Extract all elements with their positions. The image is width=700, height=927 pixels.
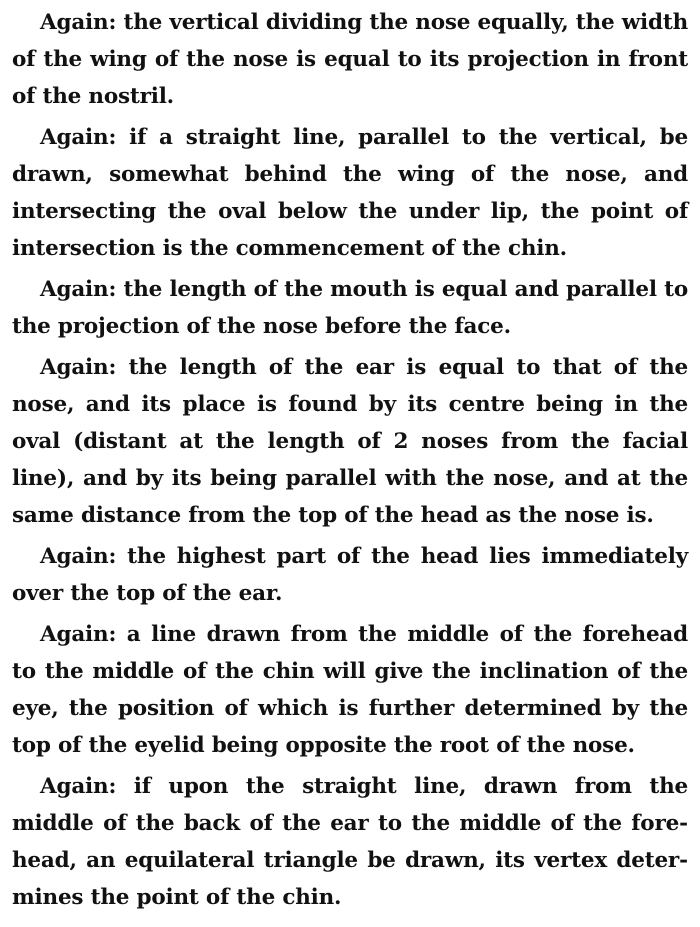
paragraph-4: Again: the length of the ear is equal to that of the nose, and its place is found by its centre being in the oval (distant at the length of 2 noses from the facial line), and by its being parallel with the nose, and at the same distance from the top of the head as the nose is.: [12, 355, 688, 528]
paragraph-5: Again: the highest part of the head lies immediately over the top of the ear.: [12, 544, 688, 606]
paragraph-1: Again: the vertical dividing the nose equally, the width of the wing of the nose is equal to its projection in front of the nostril.: [12, 10, 688, 109]
document-page: [12, 4, 688, 916]
paragraph-2: Again: if a straight line, parallel to the vertical, be drawn, somewhat behind the wing of the nose, and intersecting the oval below the under lip, the point of intersection is the commencement of the chin.: [12, 125, 688, 261]
paragraph-3: Again: the length of the mouth is equal and parallel to the projection of the nose before the face.: [12, 277, 688, 339]
paragraph-6: Again: a line drawn from the middle of the forehead to the middle of the chin will give the inclination of the eye, the position of which is further determined by the top of the eyelid being opposite the root of the nose.: [12, 622, 688, 758]
paragraph-7: Again: if upon the straight line, drawn from the middle of the back of the ear to the middle of the forehead, an equilateral triangle be drawn, its vertex determines the point of the chin.: [12, 774, 688, 910]
